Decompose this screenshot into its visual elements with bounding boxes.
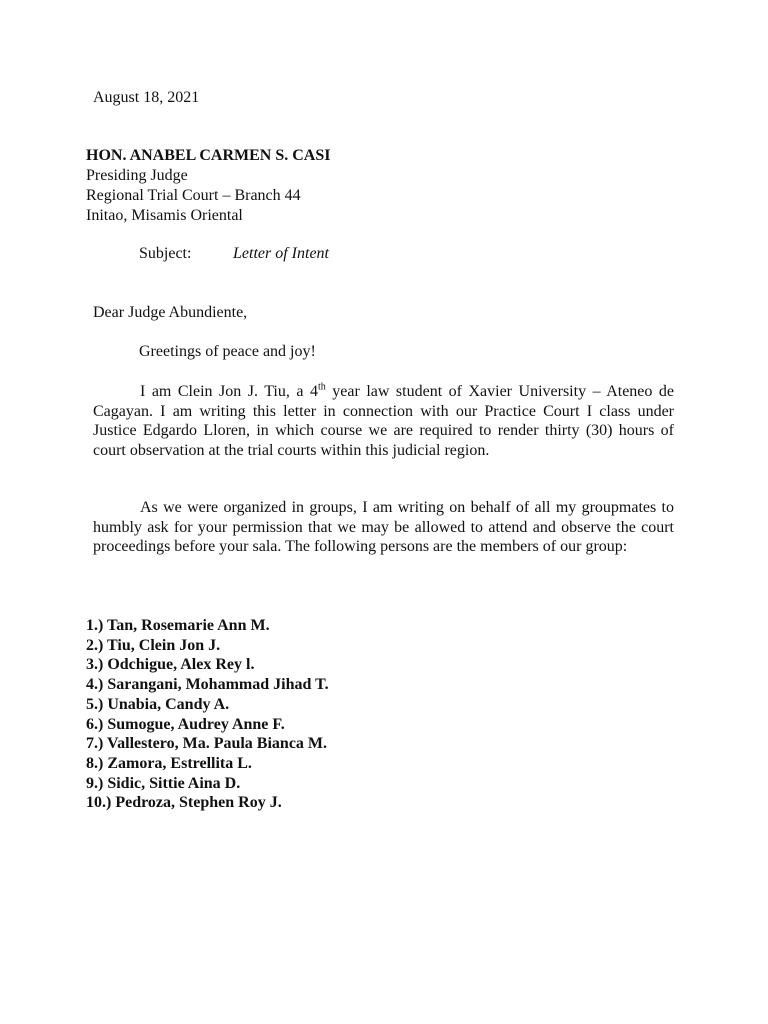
subject-line (139, 244, 329, 264)
list-item: 6.) Sumogue, Audrey Anne F. (86, 715, 285, 733)
body-paragraph-1 (93, 382, 674, 460)
body-paragraph-2: As we were organized in groups, I am writing on behalf of all my groupmates to humbly ask for your permission that we may be allowed to attend and observe the court proceedings before your sala. The following persons are the members of our group: (93, 499, 674, 555)
list-item: 1.) Tan, Rosemarie Ann M. (86, 617, 270, 634)
addressee-location: Initao, Misamis Oriental (86, 207, 243, 224)
salutation: Dear Judge Abundiente, (93, 304, 248, 321)
addressee-block (86, 146, 330, 226)
addressee-name: HON. ANABEL CARMEN S. CASI (86, 147, 331, 164)
ordinal-suffix: th (318, 381, 326, 393)
list-item: 10.) Pedroza, Stephen Roy J. (86, 794, 282, 812)
list-item: 7.) Vallestero, Ma. Paula Bianca M. (86, 735, 328, 753)
addressee-title: Presiding Judge (86, 167, 188, 184)
list-item: 4.) Sarangani, Mohammad Jihad T. (86, 676, 329, 694)
subject-label: Subject: (139, 245, 192, 262)
greeting: Greetings of peace and joy! (139, 343, 316, 360)
list-item: 5.) Unabia, Candy A. (86, 695, 230, 713)
subject-value: Letter of Intent (233, 245, 329, 262)
paragraph-1-lead: I am Clein Jon J. Tiu, a 4 (140, 383, 318, 400)
member-list (86, 616, 329, 813)
paragraph-1-rest: year law student of Xavier University – Ateneo de Cagayan. I am writing this letter in connection with our Practice Court I class under Justice Edgardo Lloren, in which course we are required to render thirty (30) hours of court observation at the trial courts within this judicial region. (93, 383, 674, 459)
list-item: 8.) Zamora, Estrellita L. (86, 754, 252, 772)
list-item: 9.) Sidic, Sittie Aina D. (86, 774, 241, 792)
list-item: 3.) Odchigue, Alex Rey l. (86, 656, 255, 674)
letter-date: August 18, 2021 (93, 89, 200, 106)
list-item: 2.) Tiu, Clein Jon J. (86, 636, 221, 654)
addressee-court: Regional Trial Court – Branch 44 (86, 187, 301, 204)
